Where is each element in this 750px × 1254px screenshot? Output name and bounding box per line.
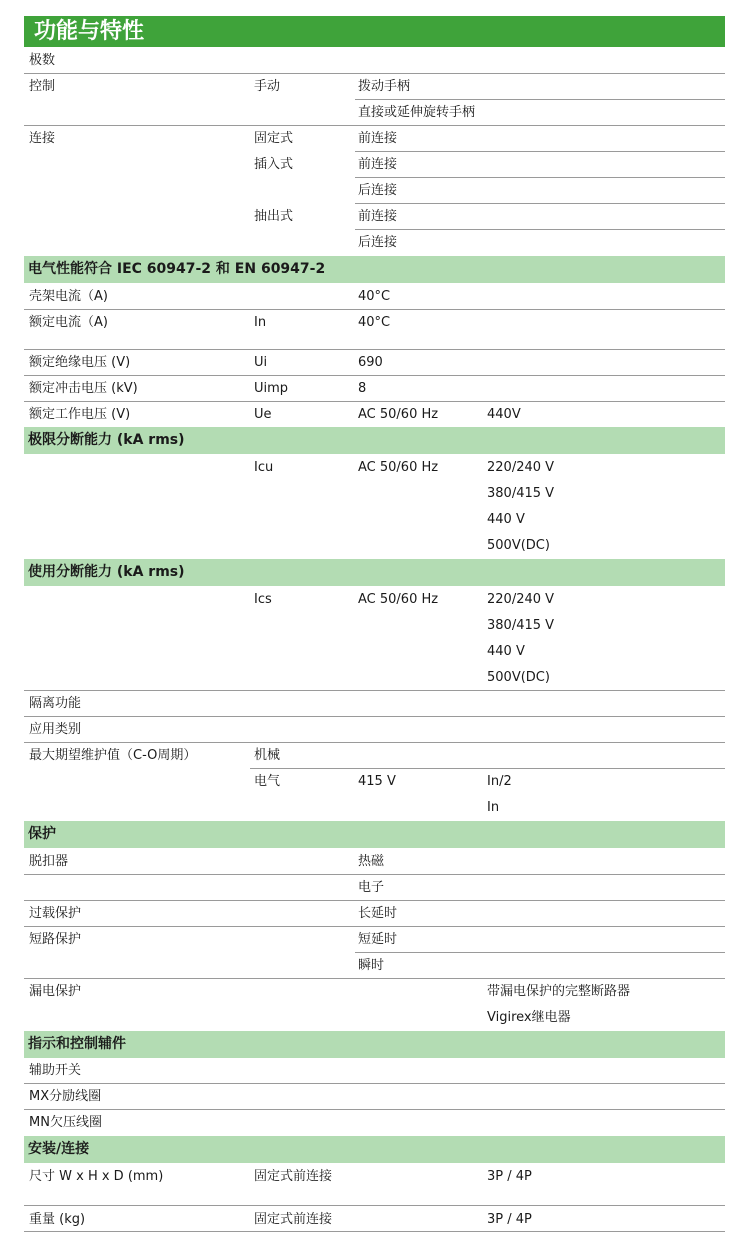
divider [24,375,725,376]
divider [24,1083,725,1084]
section-install: 安装/连接 [24,1136,725,1163]
section-electrical: 电气性能符合 IEC 60947-2 和 EN 60947-2 [24,256,725,283]
rated-current-label: 额定电流（A) [29,315,108,330]
impulse-label: 额定冲击电压 (kV) [29,381,138,396]
section-protection: 保护 [24,821,725,848]
rotary-handle: 直接或延伸旋转手柄 [358,105,476,120]
manual-label: 手动 [254,79,281,94]
divider [24,349,725,350]
front-connection: 前连接 [358,131,398,146]
in-half: In/2 [487,774,512,789]
page-title: 功能与特性 [24,16,725,47]
trip-unit-label: 脱扣器 [29,854,69,869]
uimp-symbol: Uimp [254,381,289,396]
overload-label: 过载保护 [29,906,82,921]
divider [24,401,725,402]
operating-label: 额定工作电压 (V) [29,407,131,422]
ui-value: 690 [358,355,383,370]
drawout-label: 抽出式 [254,209,294,224]
divider [24,742,725,743]
long-delay: 长延时 [358,906,398,921]
divider [355,229,725,230]
isolation-label: 隔离功能 [29,696,82,711]
divider [24,978,725,979]
electronic: 电子 [358,880,385,895]
ui-symbol: Ui [254,355,268,370]
mx-coil-label: MX分励线圈 [29,1089,102,1104]
durability-voltage: 415 V [358,774,396,789]
divider [24,716,725,717]
icu-frequency: AC 50/60 Hz [358,460,439,475]
weight-label: 重量 (kg) [29,1212,86,1227]
section-service-breaking: 使用分断能力 (kA rms) [24,559,725,586]
icu-symbol: Icu [254,460,274,475]
divider [355,151,725,152]
rated-current-temp: 40°C [358,315,391,330]
frame-current-label: 壳架电流（A) [29,289,108,304]
rear-connection: 后连接 [358,235,398,250]
category-label: 应用类别 [29,722,82,737]
divider [24,1205,725,1206]
short-delay: 短延时 [358,932,398,947]
divider [355,177,725,178]
divider [250,768,725,769]
dimensions-label: 尺寸 W x H x D (mm) [29,1169,164,1184]
front-connection: 前连接 [358,209,398,224]
divider [24,690,725,691]
thermal-magnetic: 热磁 [358,854,385,869]
vigirex-relay: Vigirex继电器 [487,1010,571,1025]
divider [24,309,725,310]
weight-type: 固定式前连接 [254,1212,333,1227]
icu-voltage: 220/240 V [487,460,555,475]
poles-label: 极数 [29,53,56,68]
toggle-handle: 拨动手柄 [358,79,411,94]
ue-value: 440V [487,407,521,422]
front-connection: 前连接 [358,157,398,172]
ics-frequency: AC 50/60 Hz [358,592,439,607]
icu-voltage: 500V(DC) [487,538,550,553]
fixed-label: 固定式 [254,131,294,146]
instantaneous: 瞬时 [358,958,385,973]
uimp-value: 8 [358,381,367,396]
frame-current-temp: 40°C [358,289,391,304]
divider [24,125,725,126]
ics-voltage: 440 V [487,644,525,659]
dimensions-poles: 3P / 4P [487,1169,532,1184]
section-ultimate-breaking: 极限分断能力 (kA rms) [24,427,725,454]
mechanical-label: 机械 [254,748,281,763]
rear-connection: 后连接 [358,183,398,198]
ics-voltage: 380/415 V [487,618,555,633]
control-label: 控制 [29,79,56,94]
divider [355,203,725,204]
rated-current-symbol: In [254,315,267,330]
divider [24,874,725,875]
icu-voltage: 380/415 V [487,486,555,501]
durability-label: 最大期望维护值（C-O周期） [29,748,197,763]
insulation-label: 额定绝缘电压 (V) [29,355,131,370]
earth-leakage-label: 漏电保护 [29,984,82,999]
in-full: In [487,800,500,815]
ue-symbol: Ue [254,407,272,422]
divider [355,952,725,953]
divider [24,1109,725,1110]
ics-voltage: 500V(DC) [487,670,550,685]
divider [24,900,725,901]
ics-voltage: 220/240 V [487,592,555,607]
integrated-earth-leakage: 带漏电保护的完整断路器 [487,984,631,999]
connection-label: 连接 [29,131,56,146]
section-indication: 指示和控制辅件 [24,1031,725,1058]
divider [24,1231,725,1232]
plugin-label: 插入式 [254,157,294,172]
weight-poles: 3P / 4P [487,1212,532,1227]
ue-frequency: AC 50/60 Hz [358,407,439,422]
electrical-label: 电气 [254,774,281,789]
short-circuit-label: 短路保护 [29,932,82,947]
ics-symbol: Ics [254,592,272,607]
aux-switch-label: 辅助开关 [29,1063,82,1078]
dimensions-type: 固定式前连接 [254,1169,333,1184]
divider [355,99,725,100]
icu-voltage: 440 V [487,512,525,527]
divider [24,73,725,74]
divider [24,926,725,927]
mn-coil-label: MN欠压线圈 [29,1115,102,1130]
